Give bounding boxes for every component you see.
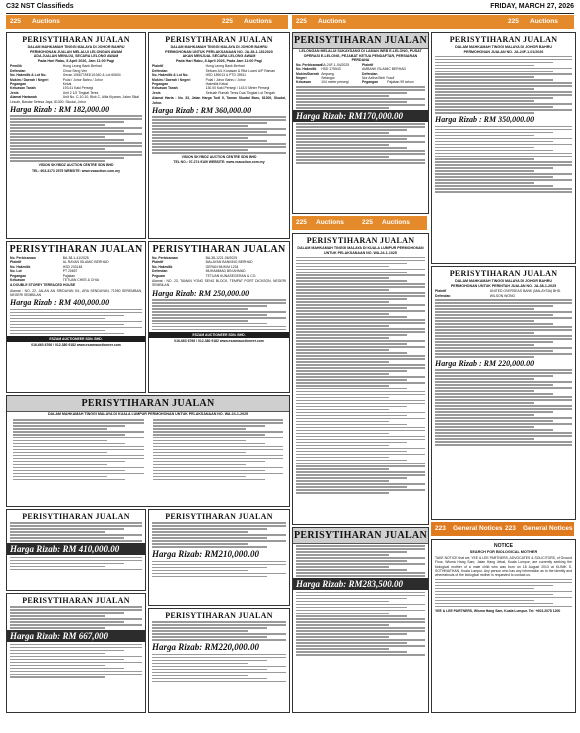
- ad-fields: [10, 64, 142, 104]
- field-value: Kekal: [62, 82, 72, 86]
- property-address: Alamat Harta : No. 33, Jalan Harga Tudi 5, Taman Skudai Baru, 81300, Skudai, Johor.: [152, 96, 286, 105]
- field-value: 130.00 Kaki Persegi / 143.0 Meter Persegi: [205, 86, 270, 91]
- field-value: HSD 233148: [62, 264, 83, 269]
- auctioneer-name: VISION SKYBIDZ AUCTION CENTRE SDN BHD: [181, 155, 257, 159]
- ad-subtitle: LELONGAN MELALUI SUKAYDANG DI LAMAN WEB E-LELONG, PUSAT OPERASI E-LELONG, PEJABAT KETUA PENDAFTAR, PERSIARAN PERDANA: [299, 49, 422, 63]
- field-value: BA-38-1221-06/2025: [205, 256, 238, 260]
- field-label: No. Hakmilik: [152, 264, 173, 269]
- auction-ad: [6, 241, 146, 393]
- field-value: Selvam A/L Kunasan & Rita Luxmi A/P Raman: [205, 68, 276, 73]
- auctioneer-contact: TEL: 603-3173 2575 WEBSITE: www.vsauction.com.my: [31, 168, 121, 173]
- auction-ad: [292, 32, 429, 214]
- auction-ad: [6, 593, 146, 713]
- section-label: Auctions: [316, 219, 344, 226]
- field-value: TETUAN KUNASEGERAN & CO.: [205, 273, 257, 278]
- ad-body-text: [435, 299, 572, 357]
- ad-body-text: [152, 561, 286, 578]
- ad-fields: [435, 289, 572, 298]
- field-label: Plaintif: [152, 260, 164, 265]
- section-label: Auctions: [32, 18, 60, 25]
- page-date: FRIDAY, MARCH 27, 2026: [490, 3, 574, 10]
- ad-body-text: [296, 257, 425, 494]
- section-code: 223: [505, 525, 516, 532]
- page-number-title: C32 NST Classifieds: [6, 3, 74, 10]
- notice-body: TAKE NOTICE that we, YEE & LEE PARTNERS, ADVOCATES & SOLICITORS, of Ground Floor, Wisma Hang Sam, Jalan Hang Jebat, Kuala Lumpur, are currently seeking the biological mother of a male child who was born on 18 August 2013 at KLINIK S. SOTHINATHAN, Kuala Lumpur. Any person who has any information as to the identity and whereabouts of the biological mother is requested to contact us.: [435, 556, 572, 578]
- field-value: Hong Leong Bank Berhad: [62, 64, 102, 69]
- reserve-price: Harga Rizab: RM 667,000: [7, 630, 145, 642]
- ad-body-text: [152, 116, 286, 153]
- auction-ad: [148, 241, 290, 393]
- general-notice: [431, 539, 576, 713]
- ad-fields: [10, 256, 142, 282]
- field-label: Mukim/Daerah: [296, 71, 320, 76]
- ad-body-text: [10, 644, 142, 678]
- field-value: HSD 189013 & PTD 39511: [205, 73, 247, 78]
- reserve-price: Harga Rizab: RM283,500.00: [293, 578, 428, 590]
- section-code: 225: [10, 18, 21, 25]
- notice-subtitle: SEARCH FOR BIOLOGICAL MOTHER: [469, 550, 538, 554]
- auctioneer-name: ESZAM AUCTIONEER SDN. BHD.: [149, 332, 289, 338]
- field-label: Plaintif: [362, 62, 374, 67]
- ad-title: PERISYTIHARAN JUALAN: [22, 35, 130, 44]
- reserve-price: Harga Rizab: RM 410,000.00: [7, 543, 145, 555]
- section-label: Auctions: [530, 18, 558, 25]
- reserve-price: Harga Rizab: RM220,000.00: [152, 642, 260, 653]
- section-label: General Notices: [453, 525, 503, 532]
- ad-subtitle: DALAM MAHKAMAH TINGGI MALAYA DI JOHOR BAHRU PERMOHONAN JUALAN NO. JA-24F-1-01/2026: [455, 45, 552, 54]
- reserve-price: Harga Rizab : RM 360,000.00: [152, 105, 252, 115]
- reserve-price: Harga Rizab: RM210,000.00: [152, 549, 260, 560]
- reserve-price: Harga Rizab : RM 220,000.00: [435, 359, 535, 369]
- ad-body-text: [435, 126, 572, 193]
- field-value: Pajakan: [62, 273, 76, 278]
- field-label: Defendan: [152, 269, 168, 274]
- reserve-price: Harga Rizab: RM 250,000.00: [152, 288, 250, 298]
- field-label: Pegangan: [362, 80, 379, 85]
- field-value: Hakmilik Kekal: [205, 82, 228, 86]
- section-code: 225: [296, 18, 307, 25]
- field-value: Pulai / Johor Bahru / Johor: [205, 77, 246, 82]
- field-label: No. Hakmilik: [296, 67, 317, 72]
- field-label: No. Perbicaraan: [296, 62, 322, 67]
- section-code: 225: [508, 18, 519, 25]
- field-label: No. Hakmilik: [10, 264, 31, 269]
- ad-subtitle: DALAM MAHKAMAH TINGGI MALAYA DI KUALA LUMPUR PERMOHONAN UNTUK PELAKSANAAN NO. WA-24-1-1025: [297, 246, 424, 255]
- field-value: MALAYAN BANKING BERHAD: [205, 260, 253, 265]
- ad-title: PERISYTIHARAN JUALAN: [22, 596, 130, 605]
- auction-ad: [148, 32, 290, 239]
- field-value: Unit No. C-10-10, Blok C, Alila Kiyaran, Jalan Sikal Lincah, Bandar Selesa Jaya, 81300, Skudai, Johor: [10, 95, 139, 104]
- ad-title: PERISYTIHARAN JUALAN: [165, 35, 273, 44]
- section-code: 225: [296, 219, 307, 226]
- field-value: AL RAYAN ISLAMIC BERHAD: [62, 260, 109, 265]
- ad-body-text: [10, 522, 142, 542]
- ad-title: PERISYTIHARAN JUALAN: [165, 512, 273, 521]
- field-label: No. Hakmilik & Lot No.: [152, 73, 189, 78]
- field-value: Chow Seng Ven: [62, 68, 88, 73]
- reserve-price: Harga Rizab : RM 400,000.00: [10, 298, 110, 308]
- ad-title: PERISYTIHARAN JUALAN: [449, 269, 558, 278]
- section-band-auctions: [292, 15, 574, 29]
- field-label: Negeri: [296, 76, 307, 80]
- field-label: Pegangan: [10, 82, 27, 86]
- reserve-price: Harga Rizab : RM 182,000.00: [10, 105, 110, 115]
- field-value: Nor Azlina Binti Yusof: [362, 76, 395, 80]
- ad-body-text: [10, 606, 142, 628]
- section-band-auctions: [292, 216, 427, 230]
- property-type: A DOUBLE STOREY TERRACED HOUSE: [10, 283, 76, 288]
- ad-title: PERISYTIHARAN JUALAN: [293, 528, 428, 544]
- field-value: UNITED OVERSEAS BANK (MALAYSIA) BHD.: [489, 289, 562, 294]
- ad-subtitle: DALAM MAHKAMAH TINGGI MALAYA DI JOHOR BAHRU PERMOHONAN UNTUK PERLAKSANAAN NO. JA-38-1-1612020 AKAN MENJUAL SECARA LELONG AWAM Pada Hari Rabu, 8 April 2026, Pada Jam 11:00 Pagi: [165, 45, 273, 63]
- auction-ad: [148, 608, 290, 713]
- auction-ad: [431, 266, 576, 520]
- auctioneer-contact: TEL NO.: 07-274 9169 WEBSITE: www.vsauction.com.my: [173, 160, 265, 165]
- reserve-price: Harga Rizab : RM 350,000.00: [435, 115, 535, 125]
- field-value: GERAN MUKIM 1234: [205, 264, 239, 269]
- field-value: AMBANK ISLAMIC BERHAD: [362, 67, 406, 72]
- ad-subtitle: DALAM MAHKAMAH TINGGI MALAYA DI JOHOR BAHRU PERMOHONAN JUALAN MELALUI LELONGAN AWAM ADA JUALAN MENUJU, SECARA LELONG AWAM Pada Hari Rabu, 8 April 2026, Jam 11:00 Pagi: [27, 45, 125, 63]
- ad-fields: [296, 63, 425, 85]
- section-band-auctions: [6, 15, 288, 29]
- ad-body-text: [13, 418, 144, 482]
- field-value: WILSON WONG: [489, 293, 516, 298]
- field-label: Mukim / Daerah / Negeri: [152, 77, 191, 82]
- field-value: Unit 2 1/2 Tingkat Teres: [62, 90, 99, 95]
- ad-body-text: [296, 545, 425, 576]
- field-value: Geran 106677/M3/1/1040 & Lot 60604: [62, 73, 121, 78]
- ad-title: PERISYTIHARAN JUALAN: [293, 33, 428, 49]
- field-value: 104 meter persegi: [321, 80, 349, 85]
- auctioneer-name: ESZAM AUCTIONEER SDN. BHD.: [7, 336, 145, 342]
- auctioneer-contact: 016-663 6766 / 012-380 9182 www.eszamauctioneer.com: [174, 339, 264, 344]
- ad-body-text: [153, 418, 284, 482]
- field-label: No. Lot: [10, 269, 22, 274]
- ad-fields: [152, 256, 286, 278]
- section-code: 225: [222, 18, 233, 25]
- section-code: 223: [435, 525, 446, 532]
- ad-body-text: [10, 557, 142, 571]
- ad-title: PERISYTIHARAN JUALAN: [449, 35, 558, 44]
- ad-body-text: [152, 621, 286, 641]
- section-label: General Notices: [523, 525, 573, 532]
- section-band-general-notices: [431, 522, 574, 536]
- field-value: MUHAMMAD BIN AHMAD: [205, 269, 246, 274]
- ad-body-text: [296, 592, 425, 656]
- ad-title: PERISYTIHARAN JUALAN: [9, 244, 143, 255]
- field-label: Defendan: [10, 68, 26, 73]
- field-value: BA-38-1-41/2025: [62, 256, 89, 260]
- field-label: Keluasan Tanah: [152, 86, 178, 91]
- auction-ad: [292, 233, 429, 525]
- section-label: Auctions: [382, 219, 410, 226]
- section-code: 225: [362, 219, 373, 226]
- field-label: Pemilik: [10, 64, 22, 69]
- notice-contact: YEE & LEE PARTNERS, Wisma Hang Sam, Kuala Lumpur. Tel: +603-2078 1200: [435, 608, 561, 613]
- field-label: Plaintif: [152, 64, 164, 69]
- auctioneer-contact: 016-663 6766 / 012-380 9182 www.eszamauctioneer.com: [31, 342, 121, 347]
- property-address: Alamat : NO. 22, JALAN AN SRIDAYAN 5/1, ARA SENDAYAN, 71950 SEREMBAN, NEGERI SEMBILAN: [10, 288, 142, 298]
- field-label: No. Perbicaraan: [152, 256, 178, 260]
- ad-body-text: [435, 56, 572, 114]
- ad-subtitle: DALAM MAHKAMAH TINGGI MALAYA DI JOHOR BAHRU PERMOHONAN UNTUK PERINTAH JUALAN NO. JA-38-1-2025: [450, 279, 557, 288]
- field-value: BA-24F-1-04/2025: [321, 62, 350, 67]
- ad-title: PERISYTIHARAN JUALAN: [165, 611, 273, 620]
- ad-body-text: [296, 86, 425, 108]
- field-label: Defendan: [435, 293, 451, 298]
- field-value: Ampang: [321, 71, 334, 76]
- ad-body-text: [10, 309, 142, 334]
- section-label: Auctions: [244, 18, 272, 25]
- field-value: Sebuah Rumah Teres Dua Tingkat Lot Tengah: [205, 90, 276, 95]
- field-label: Plaintif: [10, 260, 22, 265]
- ad-body-text: [10, 115, 142, 161]
- ad-subtitle: DALAM MAHKAMAH TINGGI MALAYA DI KUALA LUMPUR PERMOHONAN UNTUK PELAKSANAAN NO. WA-24-1-2025: [47, 412, 249, 416]
- field-label: Jenis: [10, 90, 19, 95]
- field-value: 193.41 Kaki Persegi: [62, 86, 94, 91]
- field-label: Pegangan: [10, 273, 27, 278]
- field-label: Defendan: [152, 68, 168, 73]
- ad-title: PERISYTIHARAN JUALAN: [152, 244, 286, 255]
- ad-body-text: [152, 299, 286, 330]
- ad-title: PERISYTIHARAN JUALAN: [7, 396, 289, 412]
- ad-title: PERISYTIHARAN JUALAN: [306, 236, 415, 245]
- ad-body-text: [296, 123, 425, 163]
- field-value: Hong Leong Bank Berhad: [205, 64, 245, 69]
- field-value: PT 20657: [62, 269, 78, 274]
- field-value: Pajakan 99 tahun: [387, 80, 414, 85]
- auction-ad: [148, 509, 290, 606]
- field-value: TETUAN CHEE & CHIA: [62, 278, 99, 283]
- field-label: Keluasan: [296, 80, 312, 85]
- field-label: Mukim / Daerah / Negeri: [10, 77, 49, 82]
- ad-title: PERISYTIHARAN JUALAN: [22, 512, 130, 521]
- notice-title: NOTICE: [494, 543, 513, 549]
- auction-ad: [431, 32, 576, 264]
- page-header: [6, 2, 574, 14]
- field-value: HSD 175543: [321, 67, 341, 72]
- field-label: Alamat Hartanah: [10, 95, 37, 100]
- auction-ad: [292, 527, 429, 713]
- property-address: Alamat : NO. 23, TAMAN YONG SENG BLOCK, TEMPAT PORT DICKSON, NEGERI SEMBILAN: [152, 279, 286, 288]
- field-label: No. Hakmilik & Lot No.: [10, 73, 47, 78]
- auction-ad: [6, 395, 290, 507]
- ad-body-text: [435, 369, 572, 445]
- field-label: Plaintif: [435, 289, 447, 294]
- field-value: Selangor: [321, 76, 335, 80]
- field-value: Pulai / Johor Bahru / Johor: [62, 77, 103, 82]
- ad-body-text: [152, 654, 286, 682]
- auction-ad: [6, 509, 146, 591]
- field-label: Jenis: [152, 90, 161, 95]
- field-label: No. Perbicaraan: [10, 256, 36, 260]
- field-label: Keluasan Tanah: [10, 86, 36, 91]
- field-label: Pegangan: [152, 82, 169, 86]
- field-label: Peguam: [152, 273, 166, 278]
- field-label: Keluasan: [10, 278, 26, 283]
- section-label: Auctions: [318, 18, 346, 25]
- notice-body-text: [435, 579, 572, 607]
- ad-fields: [152, 64, 286, 95]
- auctioneer-name: VISION SKYBIDZ AUCTION CENTRE SDN BHD: [38, 163, 114, 168]
- field-label: Defendan: [362, 71, 378, 76]
- reserve-price: Harga Rizab: RM170,000.00: [293, 110, 428, 122]
- auction-ad: [6, 32, 146, 239]
- ad-body-text: [152, 522, 286, 547]
